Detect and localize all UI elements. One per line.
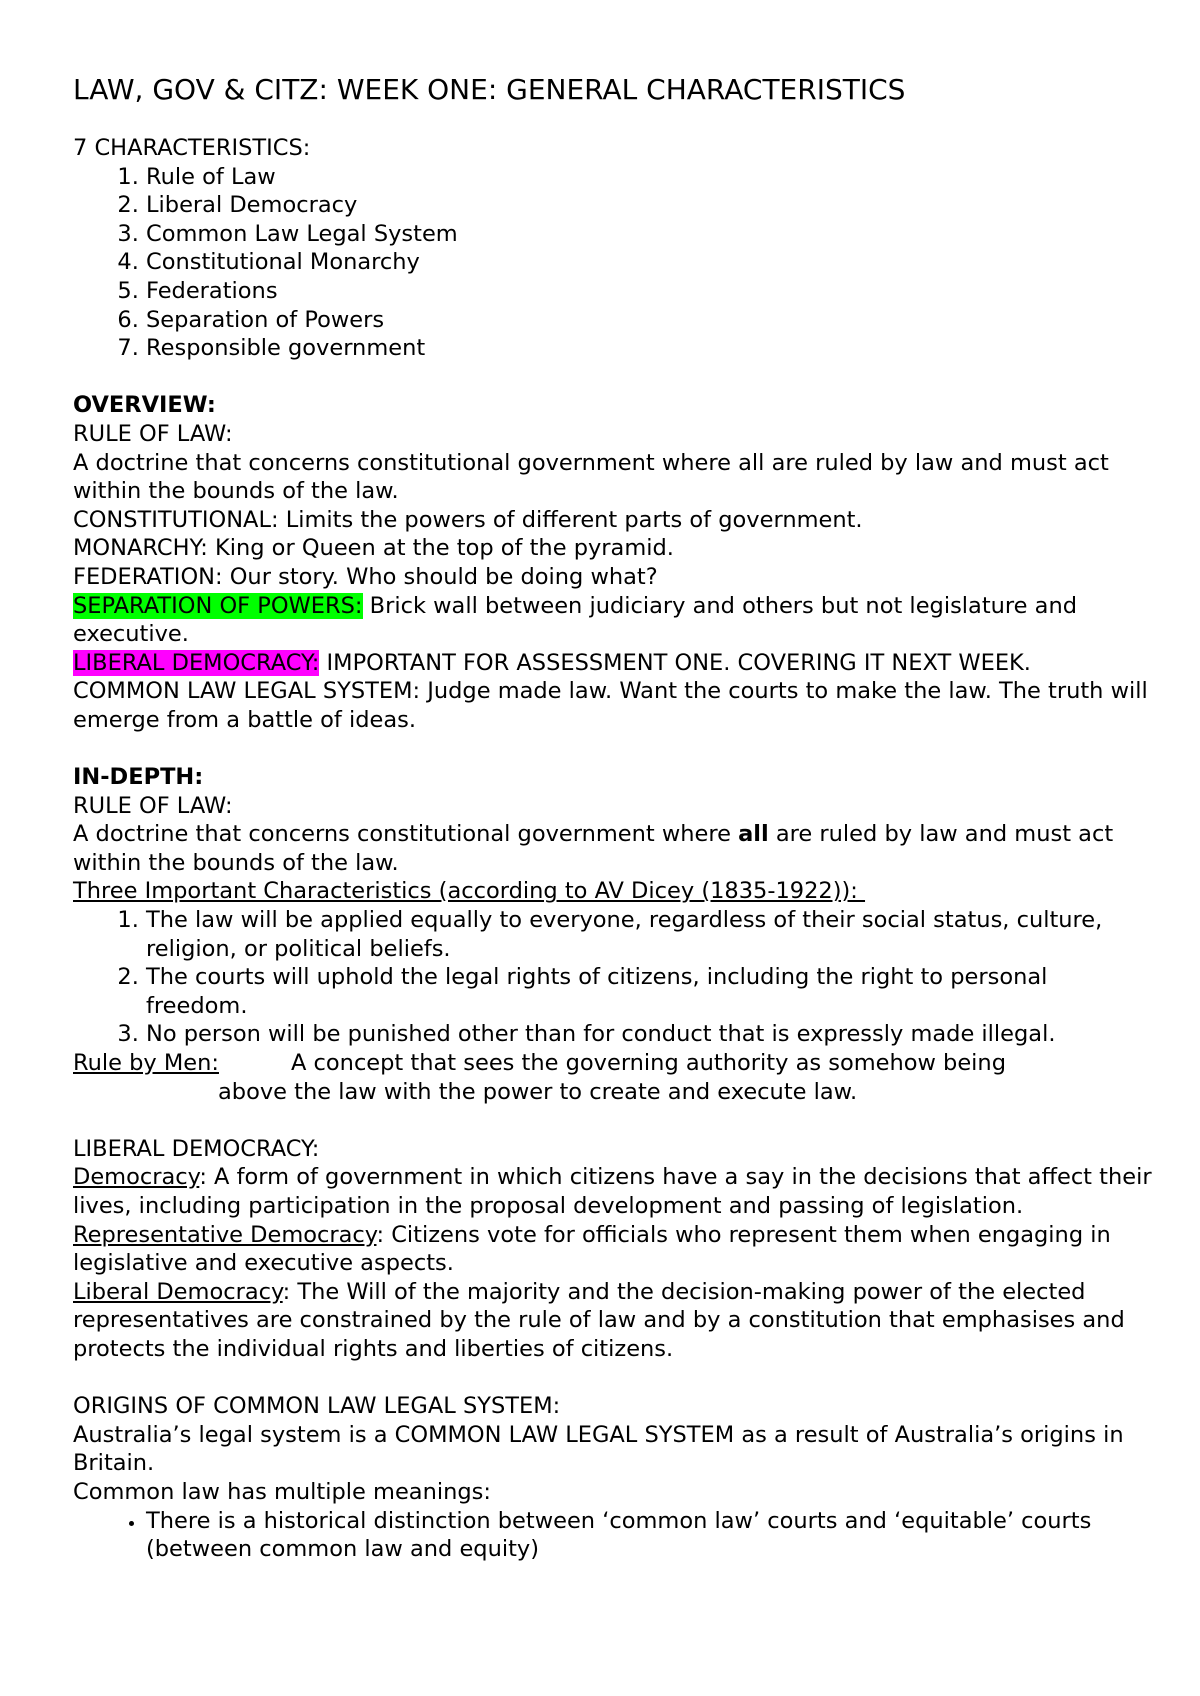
origins-text-1: Australia’s legal system is a COMMON LAW LEGAL SYSTEM as a result of Australia’s origins in Britain. (73, 1421, 1124, 1477)
overview-common-law: COMMON LAW LEGAL SYSTEM: Judge made law. Want the courts to make the law. The truth will emerge from a battle of ideas. (73, 678, 1148, 733)
democracy-definition (73, 1163, 1153, 1220)
democracy-term: Democracy (73, 1164, 200, 1191)
rule-by-men (73, 1049, 1153, 1078)
representative-def: : Citizens vote for officials who represent them when engaging in legislative and executive aspects. (73, 1221, 1111, 1277)
list-item: 3. Common Law Legal System (146, 220, 1153, 249)
overview-heading: OVERVIEW: (73, 392, 216, 419)
rule-by-men-line1: A concept that sees the governing authority as somehow being (291, 1050, 1006, 1076)
liberal-democracy-heading: LIBERAL DEMOCRACY: (73, 1135, 320, 1162)
doctrine-emphasis: all (738, 821, 769, 848)
document-title: LAW, GOV & CITZ: WEEK ONE: GENERAL CHARACTERISTICS (73, 73, 906, 106)
in-depth-rule-of-law-label: RULE OF LAW: (73, 792, 233, 819)
liberal-highlight: LIBERAL DEMOCRACY: (73, 649, 320, 676)
separation-highlight: SEPARATION OF POWERS: (73, 592, 363, 619)
doctrine-text-end: are ruled by law and must act within the bounds of the law. (73, 821, 1114, 876)
in-depth-heading: IN-DEPTH: (73, 764, 204, 791)
liberal-definition (73, 1278, 1153, 1364)
list-item: 1. The law will be applied equally to everyone, regardless of their social status, culture, religion, or political beliefs. (146, 906, 1153, 963)
list-item: 2. The courts will uphold the legal rights of citizens, including the right to personal freedom. (146, 963, 1153, 1020)
rule-by-men-label: Rule by Men: (73, 1050, 219, 1076)
representative-definition (73, 1221, 1153, 1278)
list-item: 2. Liberal Democracy (146, 191, 1153, 220)
separation-text: Brick wall between judiciary and others but not legislature and executive. (73, 592, 1077, 648)
dicey-list (73, 906, 1153, 1049)
origins-bullets (73, 1507, 1153, 1564)
document-page (73, 72, 1153, 1564)
overview-rule-of-law-label: RULE OF LAW: (73, 420, 233, 447)
list-item: 4. Constitutional Monarchy (146, 248, 1153, 277)
doctrine-text-start: A doctrine that concerns constitutional government where (73, 821, 739, 848)
representative-term: Representative Democracy (73, 1221, 377, 1248)
list-item: 3. No person will be punished other than for conduct that is expressly made illegal. (146, 1020, 1153, 1049)
democracy-def: : A form of government in which citizens have a say in the decisions that affect their lives, including participation in the proposal development and passing of legislation. (73, 1164, 1152, 1219)
list-item: • There is a historical distinction between ‘common law’ courts and ‘equitable’ courts (between common law and equity) (146, 1507, 1153, 1564)
characteristics-list (73, 163, 1153, 363)
list-item: 1. Rule of Law (146, 163, 1153, 192)
liberal-term: Liberal Democracy (73, 1278, 283, 1305)
overview-monarchy: MONARCHY: King or Queen at the top of the pyramid. (73, 535, 674, 562)
list-item: 5. Federations (146, 277, 1153, 306)
origins-heading: ORIGINS OF COMMON LAW LEGAL SYSTEM: (73, 1393, 561, 1420)
characteristics-heading: 7 CHARACTERISTICS: (73, 135, 311, 161)
in-depth-doctrine (73, 820, 1153, 877)
list-item: 7. Responsible government (146, 334, 1153, 363)
rule-by-men-continuation: above the law with the power to create and execute law. (218, 1078, 858, 1105)
dicey-heading: Three Important Characteristics (according to AV Dicey (1835-1922)): (73, 878, 866, 905)
origins-text-2: Common law has multiple meanings: (73, 1478, 491, 1505)
liberal-def: : The Will of the majority and the decision-making power of the elected representatives are constrained by the rule of law and by a constitution that emphasises and protects the individual rights and liberties of citizens. (73, 1278, 1125, 1362)
overview-constitutional: CONSTITUTIONAL: Limits the powers of different parts of government. (73, 506, 863, 533)
overview-liberal (73, 649, 1153, 678)
liberal-text: IMPORTANT FOR ASSESSMENT ONE. COVERING IT NEXT WEEK. (319, 649, 1031, 676)
overview-federation: FEDERATION: Our story. Who should be doing what? (73, 563, 658, 590)
list-item: 6. Separation of Powers (146, 306, 1153, 335)
overview-separation (73, 592, 1153, 649)
overview-rule-of-law-text: A doctrine that concerns constitutional government where all are ruled by law and must act within the bounds of the law. (73, 449, 1109, 505)
